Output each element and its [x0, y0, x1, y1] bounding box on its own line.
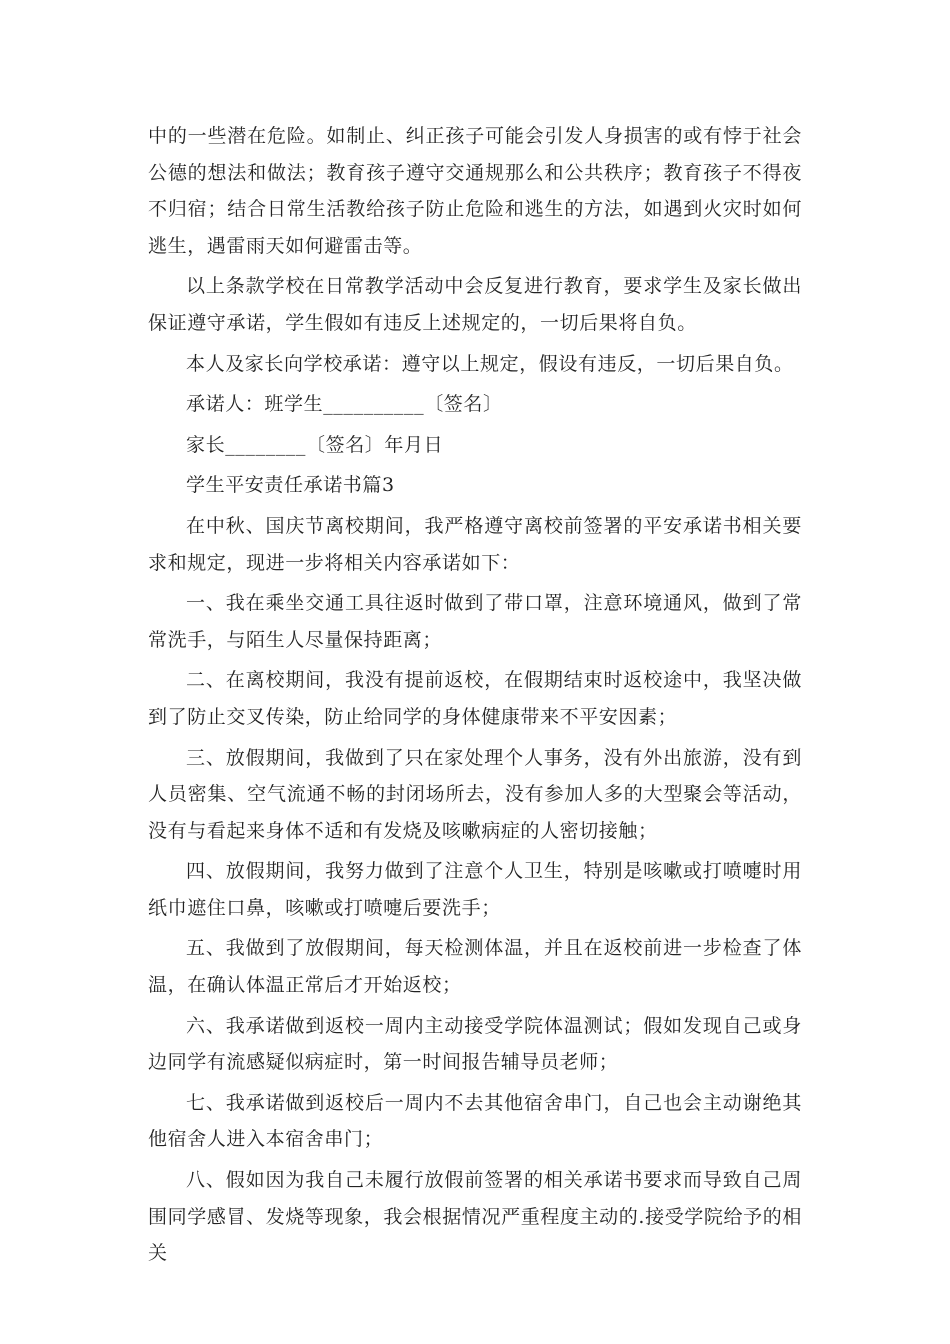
paragraph: 本人及家长向学校承诺：遵守以上规定，假设有违反，一切后果自负。	[186, 352, 794, 375]
list-item: 三、放假期间，我做到了只在家处理个人事务，没有外出旅游，没有到人员密集、空气流通不畅的封闭场所去，没有参加人多的大型聚会等活动，没有与看起来身体不适和有发烧及咳嗽病症的人密切接触；	[148, 746, 802, 842]
paragraph: 中的一些潜在危险。如制止、纠正孩子可能会引发人身损害的或有悖于社会公德的想法和做法；教育孩子遵守交通规那么和公共秩序；教育孩子不得夜不归宿；结合日常生活教给孩子防止危险和逃生的方法，如遇到火灾时如何逃生，遇雷雨天如何避雷击等。	[148, 125, 802, 257]
document-body	[148, 118, 802, 1276]
list-item: 四、放假期间，我努力做到了注意个人卫生，特别是咳嗽或打喷嚏时用纸巾遮住口鼻，咳嗽或打喷嚏后要洗手；	[148, 860, 802, 919]
signature-line-parent: 家长________〔签名〕年月日	[186, 433, 444, 456]
list-item: 二、在离校期间，我没有提前返校，在假期结束时返校途中，我坚决做到了防止交叉传染，防止给同学的身体健康带来不平安因素；	[148, 669, 802, 728]
paragraph: 在中秋、国庆节离校期间，我严格遵守离校前签署的平安承诺书相关要求和规定，现进一步将相关内容承诺如下：	[148, 514, 802, 574]
list-item: 五、我做到了放假期间，每天检测体温，并且在返校前进一步检查了体温，在确认体温正常后才开始返校；	[148, 937, 802, 997]
list-item: 八、假如因为我自己未履行放假前签署的相关承诺书要求而导致自己周围同学感冒、发烧等现象，我会根据情况严重程度主动的.接受学院给予的相关	[148, 1169, 802, 1265]
list-item: 一、我在乘坐交通工具往返时做到了带口罩，注意环境通风，做到了常常洗手，与陌生人尽量保持距离；	[148, 592, 802, 651]
signature-line-student: 承诺人：班学生__________〔签名〕	[186, 393, 503, 416]
section-heading: 学生平安责任承诺书篇3	[186, 474, 395, 497]
paragraph: 以上条款学校在日常教学活动中会反复进行教育，要求学生及家长做出保证遵守承诺，学生假如有违反上述规定的，一切后果将自负。	[148, 275, 802, 334]
list-item: 七、我承诺做到返校后一周内不去其他宿舍串门，自己也会主动谢绝其他宿舍人进入本宿舍串门；	[148, 1091, 802, 1151]
list-item: 六、我承诺做到返校一周内主动接受学院体温测试；假如发现自己或身边同学有流感疑似病症时，第一时间报告辅导员老师；	[148, 1014, 802, 1074]
